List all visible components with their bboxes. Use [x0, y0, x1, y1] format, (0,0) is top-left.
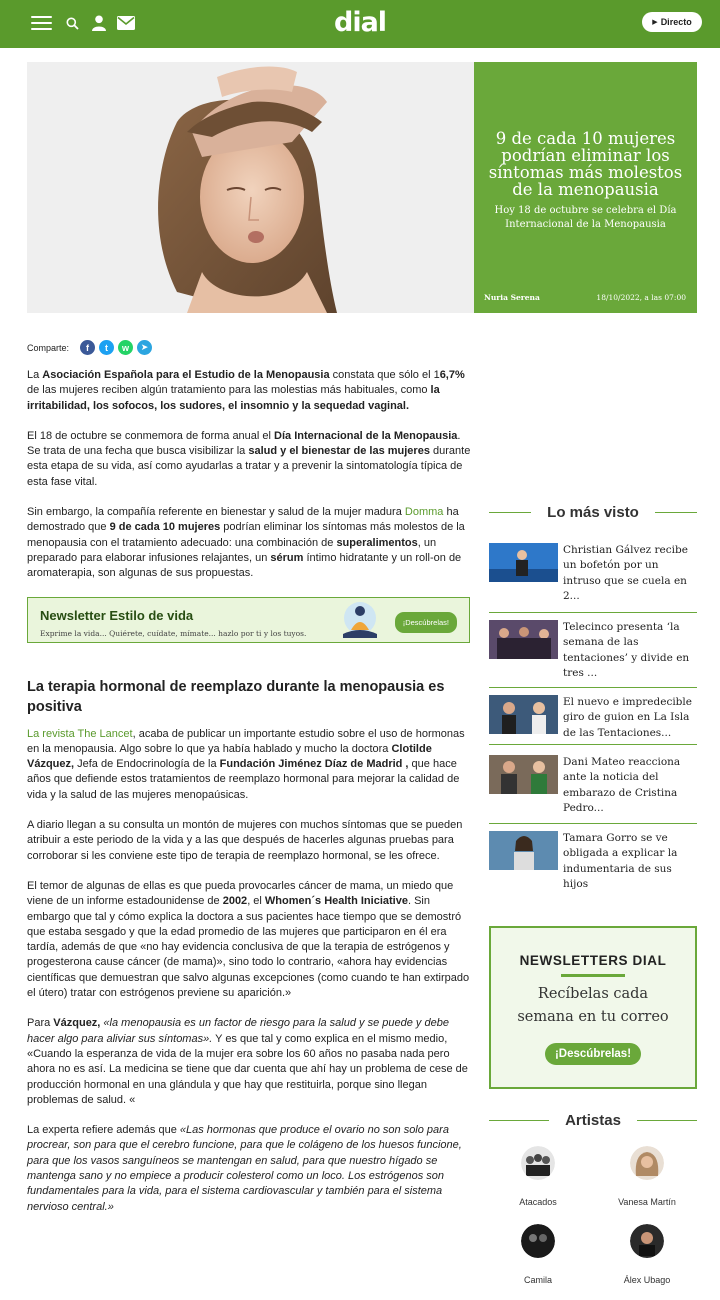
article-paragraph: Sin embargo, la compañía referente en bienestar y salud de la mujer madura Domma ha demostrado que 9 de cada 10 mujeres podrían eliminar los síntomas más molestos de la menopausia con el tratamiento adecuado: una combinación de superalimentos, un preparado para elaborar infusiones relajantes, un sérum íntimo hidratante y un roll-on de aromaterapia, son algunas de sus propuestas.	[27, 506, 465, 580]
hero-headline-panel	[474, 62, 697, 313]
domma-link[interactable]: Domma	[404, 506, 444, 519]
twitter-icon[interactable]: t	[99, 340, 114, 355]
most-viewed-title: Telecinco presenta ‘la semana de las tentaciones’ y divide en tres ...	[563, 621, 690, 680]
play-icon: ▶	[652, 19, 658, 26]
site-logo[interactable]: dial	[334, 7, 387, 38]
newsletters-line2: semana en tu correo	[517, 1009, 669, 1025]
artists-heading: Artistas	[489, 1112, 697, 1129]
share-bar	[27, 340, 156, 355]
artist-name: Vanesa Martín	[618, 1197, 676, 1207]
section-heading: La terapia hormonal de reemplazo durante la menopausia es positiva	[27, 678, 445, 715]
most-viewed-title: Dani Mateo reacciona ante la noticia del embarazo de Cristina Pedro...	[563, 756, 681, 815]
artist-avatar	[630, 1224, 664, 1258]
newsletters-box	[489, 926, 697, 1089]
newsletters-discover-button[interactable]: ¡Descúbrelas!	[545, 1043, 641, 1065]
article-title: 9 de cada 10 mujeres podrían eliminar los síntomas más molestos de la menopausia	[488, 129, 683, 199]
envelope-icon[interactable]	[117, 16, 135, 35]
article-body	[27, 368, 472, 1230]
newsletter-estilo-banner[interactable]	[27, 597, 470, 643]
newsletters-line1: Recíbelas cada	[537, 986, 649, 1002]
article-paragraph: Para Vázquez, «la menopausia es un factor de riesgo para la salud y se puede y debe hacer algo para aliviar sus síntomas». Y es que tal y como explica en el mismo medio, «Cuando la esperanza de vida de la mujer era sobre los 60 años no pasaba nada pero ahora no es así. La medicina se tiene que dar cuenta que ahí hay un problema de cese de producción hormonal en una glándula y que hay que restituirla, porque sino llegan problemas de salud. «	[27, 1017, 468, 1106]
user-icon[interactable]	[92, 15, 106, 36]
article-thumbnail	[489, 695, 558, 734]
most-viewed-item[interactable]	[489, 755, 697, 824]
live-button[interactable]	[642, 12, 702, 32]
article-paragraph: A diario llegan a su consulta un montón de mujeres con muchos síntomas que se pueden atribuir a este periodo de la vida y a las que después de hacerles algunas pruebas para corroborar si les conviene este tipo de terapia de reemplazo hormonal, se les ofrece.	[27, 819, 463, 862]
most-viewed-title: El nuevo e impredecible giro de guion en La Isla de las Tentaciones...	[563, 696, 692, 739]
facebook-icon[interactable]: f	[80, 340, 95, 355]
article-thumbnail	[489, 831, 558, 870]
search-icon[interactable]	[66, 17, 79, 35]
share-label: Comparte:	[27, 342, 70, 353]
article-paragraph: La experta refiere además que «Las hormonas que produce el ovario no son solo para procrear, son para que el cerebro funcione, para que le colágeno de los huesos funcione, para que los vasos sanguíneos se mantengan en salud, para que nuestro hígado se mantenga sano y no empiece a producir colesterol como un loco. Los estrógenos son fundamentales para la vida, para el sistema cardiovascular y también para el sistema nervioso central.»	[27, 1124, 462, 1213]
artist-card[interactable]	[597, 1224, 697, 1285]
most-viewed-item[interactable]	[489, 695, 697, 745]
telegram-icon[interactable]: ➤	[137, 340, 152, 355]
whatsapp-icon[interactable]: w	[118, 340, 133, 355]
article-subtitle: Hoy 18 de octubre se celebra el Día Internacional de la Menopausia	[494, 205, 677, 230]
article-author[interactable]: Nuria Serena	[484, 293, 540, 302]
artist-avatar	[521, 1224, 555, 1258]
article-date: 18/10/2022, a las 07:00	[596, 293, 686, 302]
artist-avatar	[521, 1146, 555, 1180]
artist-name: Álex Ubago	[623, 1275, 671, 1285]
most-viewed-item[interactable]	[489, 543, 697, 613]
artist-card[interactable]	[597, 1146, 697, 1207]
lancet-link[interactable]: La revista The Lancet	[27, 727, 133, 740]
article-paragraph: El temor de algunas de ellas es que pueda provocarles cáncer de mama, un miedo que viene de un informe estadounidense de 2002, el Whomen´s Health Iniciative. Sin embargo que tal y cómo explica la doctora a sus pacientes hace tiempo que se demostró que estaba sesgado y que la edad promedio de las mujeres que participaron en él era tardía, además de que «no hay evidencia conclusiva de que la terapia de estrógenos y progesterona cause cáncer (de mama)», sino todo lo contrario, «ahora hay evidencias científicas que demuestran que salvo algunas excepciones (como cuando te han extirpado el útero) tratar con estrógenos previene su aparición.»	[27, 879, 470, 1000]
article-thumbnail	[489, 620, 558, 659]
article-thumbnail	[489, 543, 558, 582]
most-viewed-title: Christian Gálvez recibe un bofetón por un intruso que se cuela en 2...	[563, 544, 688, 603]
hero-photo	[27, 62, 474, 313]
banner-tagline: Exprime la vida... Quiérete, cuídate, mímate... hazlo por ti y los tuyos.	[40, 628, 307, 638]
artist-avatar	[630, 1146, 664, 1180]
live-button-label: Directo	[660, 17, 692, 27]
artist-name: Camila	[523, 1275, 552, 1285]
artist-card[interactable]	[488, 1224, 588, 1285]
article-paragraph: La Asociación Española para el Estudio de la Menopausia constata que sólo el 16,7% de las mujeres reciben algún tratamiento para las molestias más habituales, como la irritabilidad, los sofocos, los sudores, el insomnio y la sequedad vaginal.	[27, 369, 465, 412]
hamburger-icon[interactable]	[31, 16, 52, 32]
most-viewed-title: Tamara Gorro se ve obligada a explicar la indumentaria de sus hijos	[563, 832, 678, 891]
discover-button[interactable]: ¡Descúbrelas!	[395, 612, 457, 633]
article-paragraph: La revista The Lancet, acaba de publicar un importante estudio sobre el uso de hormonas en la menopausia. Algo sobre lo que ya había hablado y mucho la doctora Clotilde Vázquez, Jefa de Endocrinología de la Fundación Jiménez Díaz de Madrid , que hace años que defiende estos tratamientos de reemplazo hormonal para mejorar la calidad de vida y la salud de las mujeres menopaúsicas.	[27, 727, 465, 801]
meditation-illustration	[333, 600, 387, 642]
most-viewed-item[interactable]	[489, 620, 697, 688]
artist-name: Atacados	[519, 1197, 557, 1207]
article-thumbnail	[489, 755, 558, 794]
most-viewed-heading: Lo más visto	[489, 504, 697, 521]
article-paragraph: El 18 de octubre se conmemora de forma anual el Día Internacional de la Menopausia. Se trata de una fecha que busca visibilizar la salud y el bienestar de las mujeres durante esta etapa de su vida, así como ayudarlas a tratar y a prevenir la sintomatología típica de esta fase vital.	[27, 429, 471, 488]
top-navigation-bar	[0, 0, 720, 48]
most-viewed-item[interactable]	[489, 831, 697, 891]
newsletters-heading: NEWSLETTERS DIAL	[519, 953, 667, 968]
artist-card[interactable]	[488, 1146, 588, 1207]
banner-title: Newsletter Estilo de vida	[40, 607, 194, 623]
